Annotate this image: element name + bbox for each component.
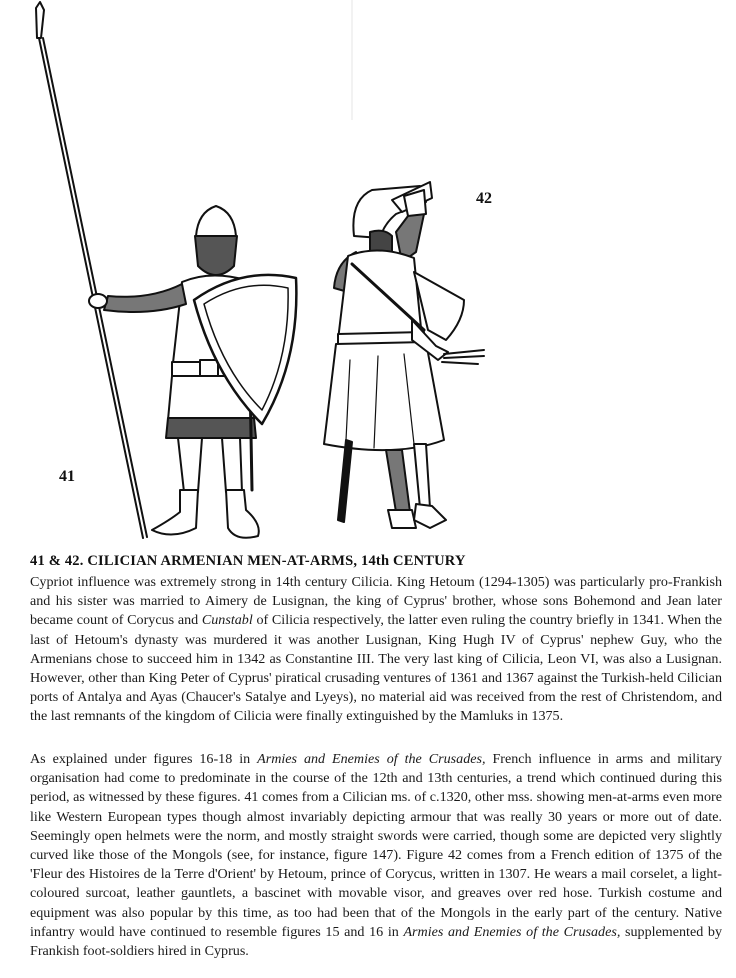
paragraph-2-text-a: As explained under figures 16-18 in <box>30 751 258 767</box>
paragraph-1-text-a: Cypriot influence was extremely strong in 14th century Cilicia. King Hetoum (1294-1305) was particularly pro-Frankish and his sister was married to Aimery de Lusignan, the king of Cyprus' brother, whose sons Bohemond and Jean later became count of Corycus and <box>30 574 722 629</box>
paragraph-2-book-title-1: Armies and Enemies of the Crusades, <box>257 751 486 767</box>
paragraph-2-text-c: supplemented by Frankish foot-soldiers hired in Cyprus. <box>30 923 722 960</box>
figure-label-41: 41 <box>59 468 75 485</box>
body-paragraph-2 <box>30 750 722 961</box>
figure-41-drawing <box>36 2 296 538</box>
figure-caption: 41 & 42. CILICIAN ARMENIAN MEN-AT-ARMS, 14th CENTURY <box>30 553 466 569</box>
figure-label-42: 42 <box>476 190 492 207</box>
figure-42-drawing <box>324 182 484 528</box>
body-paragraph-1 <box>30 573 722 727</box>
paragraph-1-text-b: of Cilicia respectively, the latter even ruling the country briefly in 1341. When the last of Hetoum's dynasty was murdered it was another Lusignan, King Hugh IV of Cyprus' nephew Guy, who the Armenians chose to succeed him in 1342 as Constantine III. The very last king of Cilicia, Leon VI, was also a Lusignan. However, other than King Peter of Cyprus' piratical crusading ventures of 1361 and 1367 against the Turkish-held Cilician ports of Antalya and Ayas (Chaucer's Satalye and Lyeys), no material aid was received from the rest of Christendom, and the last remnants of the kingdom of Cilicia were finally extinguished by the Mamluks in 1375. <box>30 612 722 725</box>
paragraph-2-text-b: French influence in arms and military organisation had come to predominate in the course of the 12th and 13th centuries, a trend which continued during this period, as witnessed by these figures. 41 comes from a Cilician ms. of c.1320, other mss. showing men-at-arms even more like Western European types though almost invariably depicting armour that was really 30 years or more out of date. Seemingly open helmets were the norm, and mostly straight swords were carried, though some are depicted very slightly curved like those of the Mongols (see, for instance, figure 147). Figure 42 comes from a French edition of 1375 of the 'Fleur des Histoires de la Terre d'Orient' by Hetoum, prince of Corycus, written in 1307. He wears a mail corselet, a light-coloured surcoat, leather gauntlets, a bascinet with movable visor, and greaves over red hose. Turkish costume and equipment was also popular by this time, as too had been that of the Mongols in the early part of the century. Native infantry would have continued to resemble figures 15 and 16 in <box>30 751 722 940</box>
paragraph-2-book-title-2: Armies and Enemies of the Crusades, <box>403 923 621 940</box>
paragraph-1-italic-term: Cunstabl <box>201 612 253 629</box>
